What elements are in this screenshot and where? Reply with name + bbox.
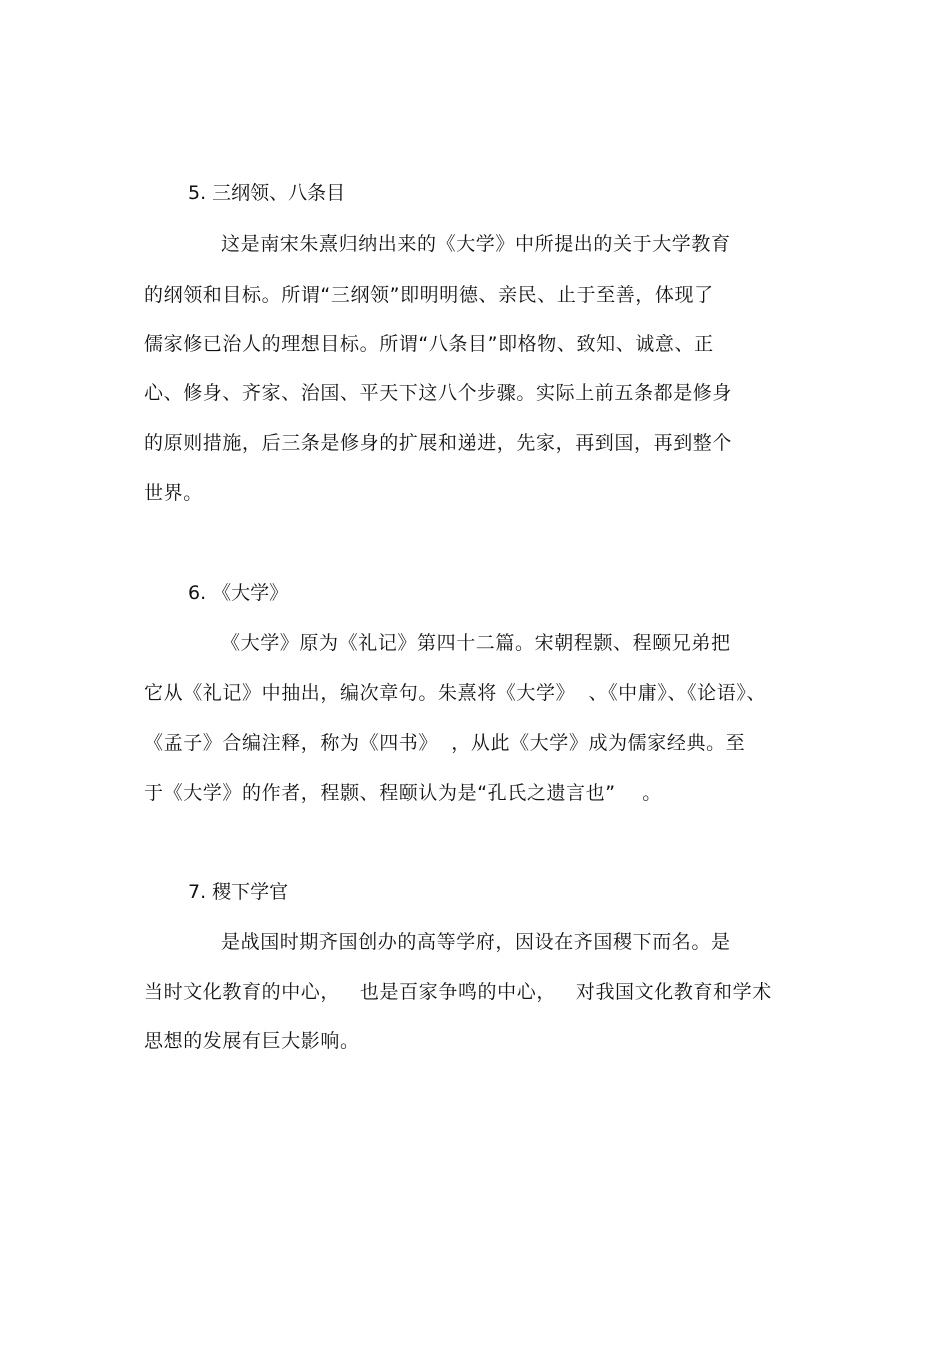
paragraph-line: 它从《礼记》中抽出，编次章句。朱熹将《大学》 、《中庸》、《论语》、 xyxy=(144,682,767,704)
paragraph-line: 思想的发展有巨大影响。 xyxy=(144,1030,360,1052)
paragraph-line: 《大学》原为《礼记》第四十二篇。宋朝程颢、程颐兄弟把 xyxy=(221,632,731,654)
paragraph-line: 是战国时期齐国创办的高等学府，因设在齐国稷下而名。是 xyxy=(221,931,731,953)
paragraph-line: 世界。 xyxy=(144,482,203,504)
paragraph-line: 当时文化教育的中心， 也是百家争鸣的中心， 对我国文化教育和学术 xyxy=(144,981,772,1003)
paragraph-line: 儒家修已治人的理想目标。所谓“八条目”即格物、致知、诚意、正 xyxy=(144,333,714,355)
paragraph-line: 心、修身、齐家、治国、平天下这八个步骤。实际上前五条都是修身 xyxy=(144,382,733,404)
section-heading-7: 7. 稷下学官 xyxy=(188,881,289,903)
paragraph-line: 《孟子》合编注释，称为《四书》 ，从此《大学》成为儒家经典。至 xyxy=(144,732,746,754)
paragraph-line: 的原则措施，后三条是修身的扩展和递进，先家，再到国，再到整个 xyxy=(144,432,733,454)
paragraph-line: 于《大学》的作者，程颢、程颐认为是“孔氏之遗言也” 。 xyxy=(144,782,662,804)
section-heading-6: 6. 《大学》 xyxy=(188,582,289,604)
paragraph-line: 的纲领和目标。所谓“三纲领”即明明德、亲民、止于至善，体现了 xyxy=(144,284,714,306)
section-heading-5: 5. 三纲领、八条目 xyxy=(188,182,346,204)
paragraph-line: 这是南宋朱熹归纳出来的《大学》中所提出的关于大学教育 xyxy=(221,233,731,255)
